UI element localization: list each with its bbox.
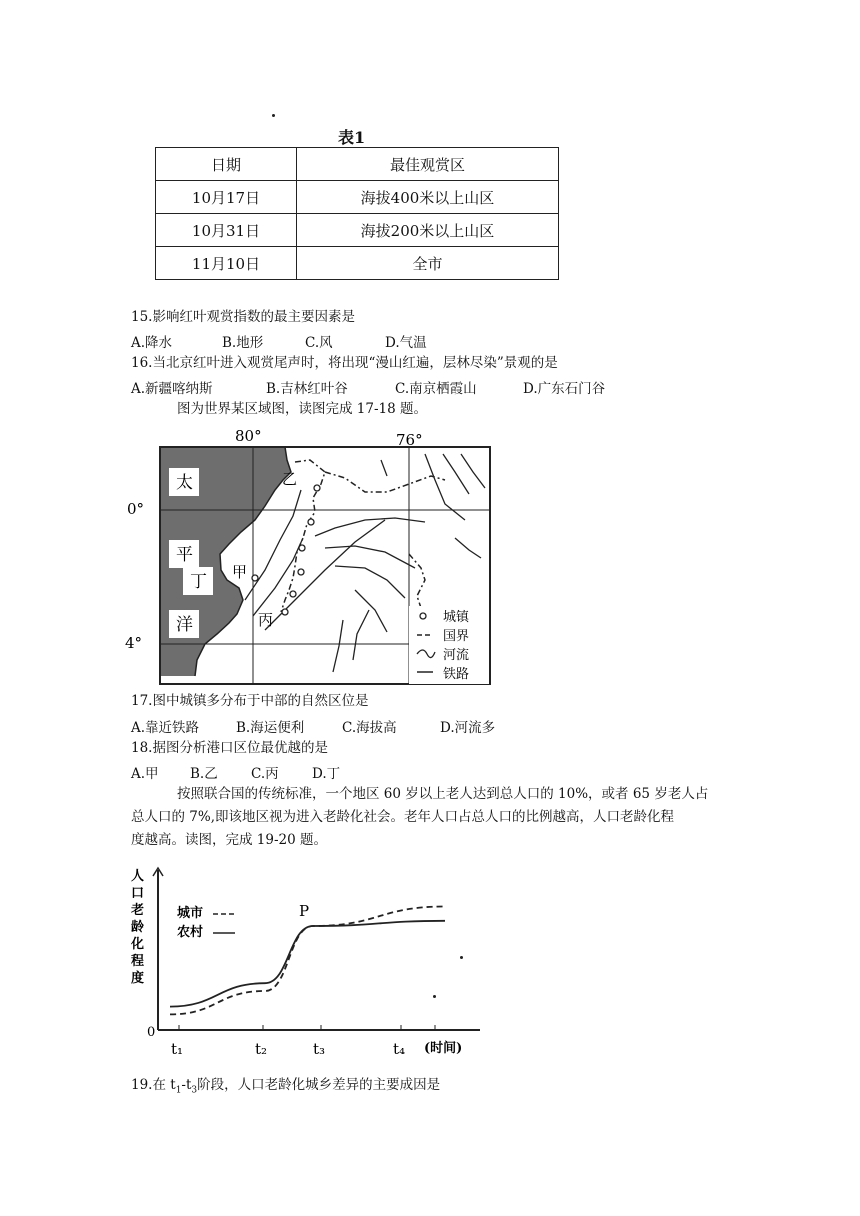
x-axis-label: (时间) xyxy=(424,1041,463,1056)
x-tick-label: t₁ xyxy=(171,1040,184,1058)
q19-suffix: 阶段，人口老龄化城乡差异的主要成因是 xyxy=(197,1077,441,1093)
table-row xyxy=(156,214,559,247)
point-label-p: P xyxy=(299,902,310,920)
place-label-bing: 丙 xyxy=(258,611,274,629)
legend-label: 国界 xyxy=(443,629,470,644)
origin-label: 0 xyxy=(147,1025,156,1040)
table-cell-date: 10月31日 xyxy=(156,214,297,247)
q16-option-a: A.新疆喀纳斯 xyxy=(131,381,213,397)
place-label-yi: 乙 xyxy=(282,470,298,488)
table-cell-date: 10月17日 xyxy=(156,181,297,214)
table-cell-area: 海拔400米以上山区 xyxy=(297,181,559,214)
q18-option-c: C.丙 xyxy=(251,766,279,782)
q17-option-b: B.海运便利 xyxy=(236,720,305,736)
q16-option-d: D.广东石门谷 xyxy=(523,381,606,397)
legend-label-rural: 农村 xyxy=(177,925,204,940)
table-cell-date: 11月10日 xyxy=(156,247,297,280)
question-15-stem: 15.影响红叶观赏指数的最主要因素是 xyxy=(131,309,355,325)
q18-option-a: A.甲 xyxy=(131,766,159,782)
table-header-area: 最佳观赏区 xyxy=(297,148,559,181)
y-axis-label-char: 人 xyxy=(131,869,145,884)
q15-option-c: C.风 xyxy=(305,335,333,351)
intro-17-18: 图为世界某区域图，读图完成 17-18 题。 xyxy=(177,401,428,417)
scan-dot xyxy=(272,114,275,117)
lat-label-4: 4° xyxy=(125,634,143,652)
paragraph-line: 度越高。读图，完成 19-20 题。 xyxy=(131,832,328,848)
legend-label-city: 城市 xyxy=(177,906,204,921)
x-tick-label: t₃ xyxy=(313,1040,326,1058)
q19-sub1: 1 xyxy=(175,1085,182,1096)
x-tick-label: t₄ xyxy=(393,1040,406,1058)
y-axis-label-char: 老 xyxy=(131,903,145,918)
y-axis-label-char: 化 xyxy=(131,937,145,952)
y-axis-label xyxy=(130,869,144,986)
paragraph-line: 总人口的 7%,即该地区视为进入老龄化社会。老年人口占总人口的比例越高，人口老龄化程 xyxy=(131,809,674,825)
legend-label: 铁路 xyxy=(443,667,470,682)
aging-chart xyxy=(125,862,505,1067)
q18-option-b: B.乙 xyxy=(190,766,218,782)
y-axis-label-char: 龄 xyxy=(131,920,145,935)
table-cell-area: 海拔200米以上山区 xyxy=(297,214,559,247)
table-row xyxy=(156,247,559,280)
q15-option-a: A.降水 xyxy=(131,335,173,351)
ocean-char: 洋 xyxy=(176,615,193,635)
paragraph-line: 按照联合国的传统标准，一个地区 60 岁以上老人达到总人口的 10%，或者 65 岁老人占 xyxy=(177,786,709,802)
ocean-char: 平 xyxy=(176,545,193,565)
q19-mid: -t xyxy=(181,1077,192,1093)
national-border xyxy=(325,472,445,492)
lon-label-76: 76° xyxy=(396,431,423,449)
q19-prefix: 19.在 t xyxy=(131,1077,176,1093)
table-row xyxy=(156,181,559,214)
q15-option-b: B.地形 xyxy=(222,335,264,351)
region-map xyxy=(125,420,505,690)
ocean-char: 太 xyxy=(176,473,193,493)
question-19-stem xyxy=(131,1076,440,1100)
table-1 xyxy=(155,147,559,280)
question-17-stem: 17.图中城镇多分布于中部的自然区位是 xyxy=(131,693,369,709)
question-16-stem: 16.当北京红叶进入观赏尾声时，将出现“漫山红遍，层林尽染”景观的是 xyxy=(131,355,558,371)
legend-label: 河流 xyxy=(443,648,470,663)
q15-option-d: D.气温 xyxy=(385,335,427,351)
legend-town-symbol xyxy=(420,613,426,619)
table-header-row xyxy=(156,148,559,181)
series-lines xyxy=(170,907,445,1015)
q17-option-d: D.河流多 xyxy=(440,720,496,736)
q16-option-b: B.吉林红叶谷 xyxy=(266,381,348,397)
lat-label-0: 0° xyxy=(127,500,145,518)
legend-label: 城镇 xyxy=(443,610,470,625)
x-tick-label: t₂ xyxy=(255,1040,268,1058)
place-label-ding: 丁 xyxy=(190,572,207,592)
q19-sub2: 3 xyxy=(191,1085,198,1096)
table-header-date: 日期 xyxy=(156,148,297,181)
q17-option-a: A.靠近铁路 xyxy=(131,720,200,736)
lon-label-80: 80° xyxy=(235,427,262,445)
series-line-rural xyxy=(170,921,445,1007)
table-title: 表1 xyxy=(338,128,366,147)
question-18-stem: 18.据图分析港口区位最优越的是 xyxy=(131,740,328,756)
y-axis-label-char: 口 xyxy=(131,886,145,901)
place-label-jia: 甲 xyxy=(232,563,248,581)
q18-option-d: D.丁 xyxy=(312,766,341,782)
q17-option-c: C.海拔高 xyxy=(342,720,397,736)
y-axis-label-char: 度 xyxy=(131,971,145,986)
q16-option-c: C.南京栖霞山 xyxy=(395,381,477,397)
table-cell-area: 全市 xyxy=(297,247,559,280)
y-axis-label-char: 程 xyxy=(131,954,145,969)
